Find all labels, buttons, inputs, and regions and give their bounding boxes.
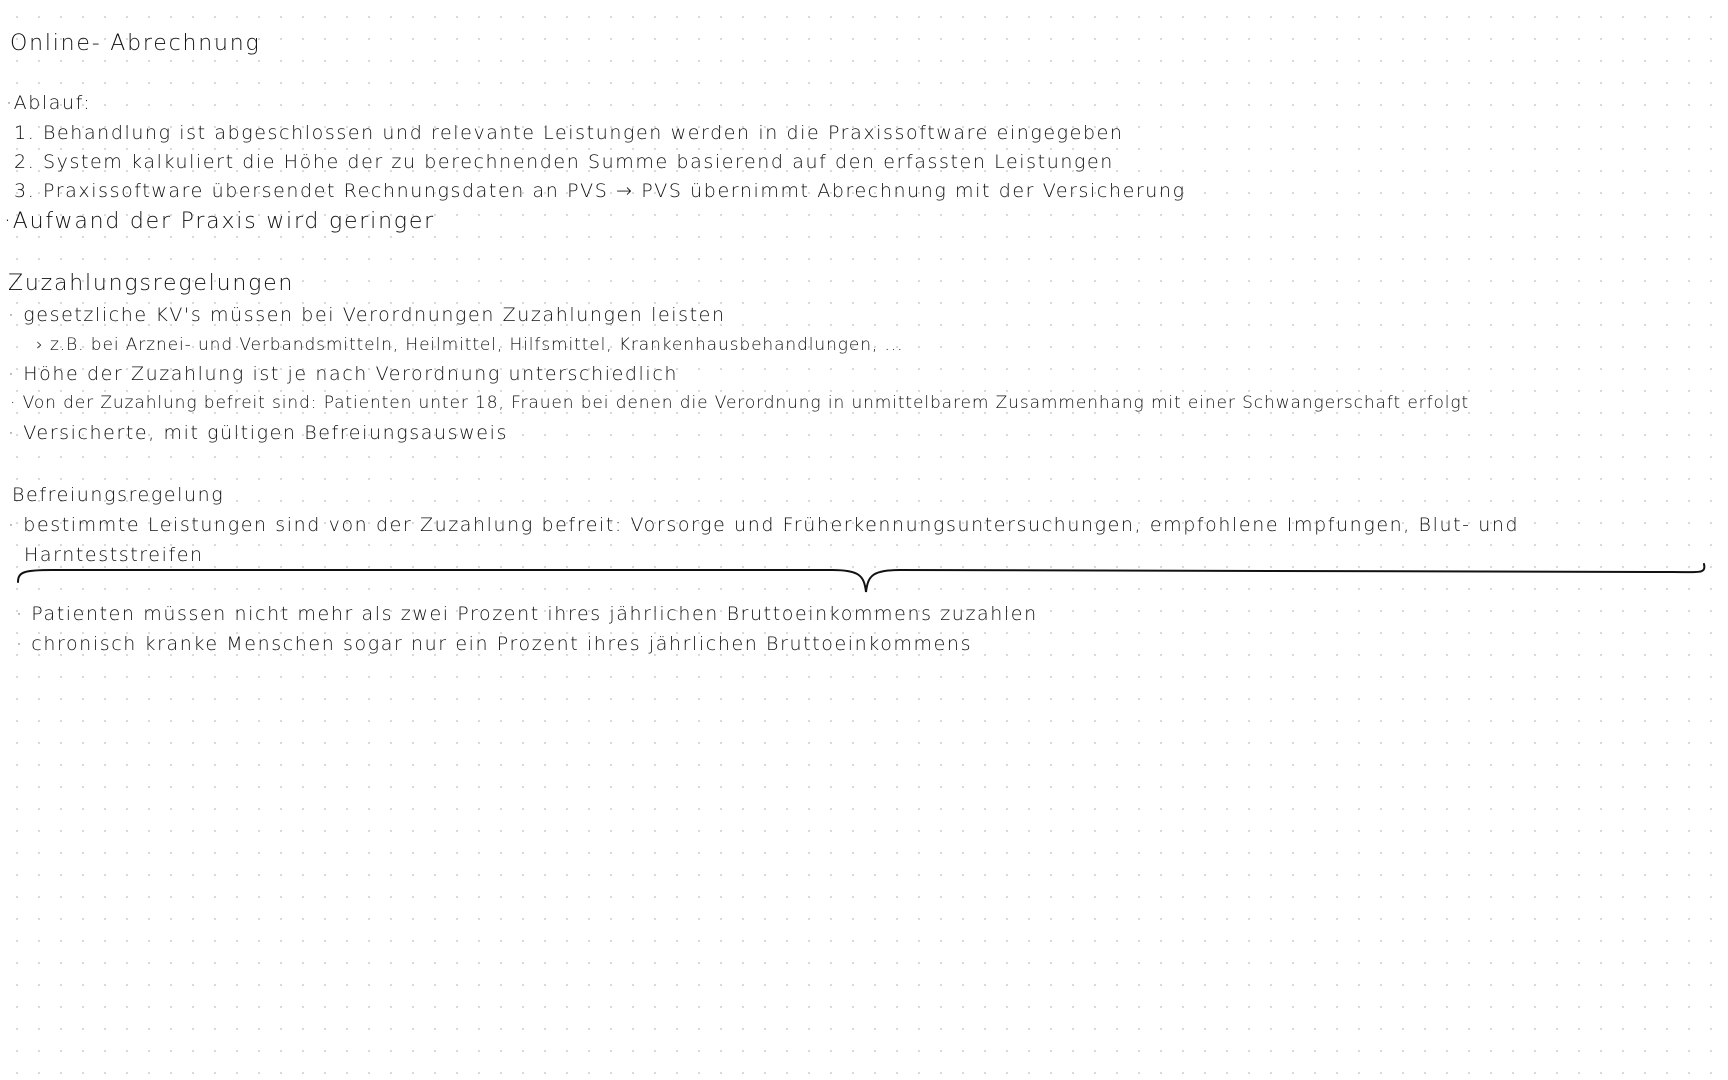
zuzahlung-point-1: · gesetzliche KV's müssen bei Verordnungen Zuzahlungen leisten xyxy=(8,304,726,326)
ablauf-heading: ·Ablauf: xyxy=(6,92,92,114)
curly-brace-icon xyxy=(12,562,1712,602)
ablauf-step-1: 1. Behandlung ist abgeschlossen und relevante Leistungen werden in die Praxissoftware eingegeben xyxy=(14,122,1124,144)
zuzahlung-point-3: · Von der Zuzahlung befreit sind: Patienten unter 18, Frauen bei denen die Verordnung in unmittelbarem Zusammenhang mit einer Schwangerschaft erfolgt xyxy=(10,393,1470,413)
befreiung-point-1: · bestimmte Leistungen sind von der Zuzahlung befreit: Vorsorge und Früherkennungsuntersuchungen, empfohlene Impfungen, Blut- und xyxy=(8,514,1520,536)
zuzahlung-point-4: · Versicherte, mit gültigen Befreiungsausweis xyxy=(8,422,508,444)
zuzahlung-subpoint: › z.B. bei Arznei- und Verbandsmitteln, Heilmittel, Hilfsmittel, Krankenhausbehandlungen, ... xyxy=(36,335,904,355)
zuzahlung-point-2: · Höhe der Zuzahlung ist je nach Verordnung unterschiedlich xyxy=(8,363,679,385)
befreiung-heading: Befreiungsregelung xyxy=(12,484,225,506)
befreiung-after-2: · chronisch kranke Menschen sogar nur ein Prozent ihres jährlichen Bruttoeinkommens xyxy=(16,633,973,655)
ablauf-step-3: 3. Praxissoftware übersendet Rechnungsdaten an PVS → PVS übernimmt Abrechnung mit der Versicherung xyxy=(14,180,1186,202)
ablauf-step-2: 2. System kalkuliert die Höhe der zu berechnenden Summe basierend auf den erfassten Leistungen xyxy=(14,151,1114,173)
befreiung-after-1: · Patienten müssen nicht mehr als zwei Prozent ihres jährlichen Bruttoeinkommens zuzahlen xyxy=(16,603,1038,625)
ablauf-summary: ·Aufwand der Praxis wird geringer xyxy=(4,209,435,234)
zuzahlung-heading: Zuzahlungsregelungen xyxy=(8,271,295,296)
befreiung-point-1-cont: Harnteststreifen xyxy=(24,544,204,566)
page-title: Online- Abrechnung xyxy=(10,31,261,56)
